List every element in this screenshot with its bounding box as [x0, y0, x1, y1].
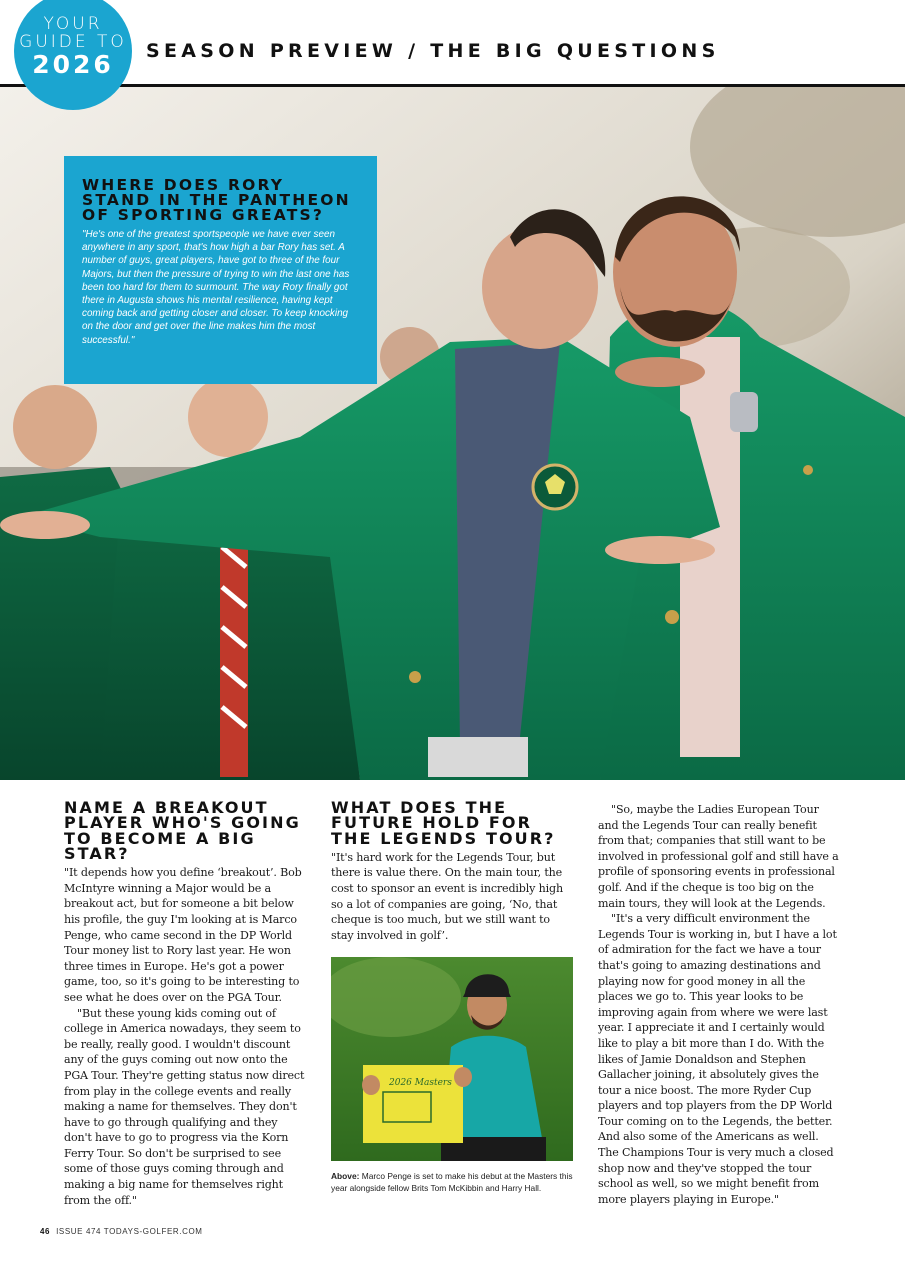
article-column-3: [598, 802, 842, 1207]
col1-paragraph-2: "But these young kids coming out of college in America nowadays, they seem to be really, really good. I wouldn't discount any of the guys coming out now onto the PGA Tour. They're getting status now direct from play in the college events and really making a name for themselves. They don't have to go through qualifying and they don't have to go to progress via the Korn Ferry Tour. So don't be surprised to see some of those guys coming through and making a big name for themselves right from the off.": [64, 1006, 305, 1207]
rory-callout-box: [64, 156, 377, 384]
marco-penge-photo: [331, 957, 573, 1161]
caption-label: Above:: [331, 1171, 360, 1181]
badge-year: 2026: [32, 50, 114, 79]
page-footer: [40, 1227, 203, 1236]
issue-info: ISSUE 474 TODAYS-GOLFER.COM: [56, 1227, 203, 1236]
page-number: 46: [40, 1227, 51, 1236]
section-title: SEASON PREVIEW / THE BIG QUESTIONS: [146, 40, 720, 62]
hero-photo: [0, 87, 905, 780]
badge-line-1: YOUR: [43, 14, 103, 34]
col3-paragraph-2: "It's a very difficult environment the Legends Tour is working in, but I have a lot of admiration for the fact we have a tour that's going to amazing destinations and playing now for good money in all the places we go to. This year looks to be improving again from where we were last year. I appreciate it and I certainly would like to play a bit more than I do. With the likes of Jamie Donaldson and Stephen Gallacher joining, it absolutely gives the tour a nice boost. The more Ryder Cup players and top players from the DP World Tour coming on to the Legends, the better. And also some of the Americans as well. The Champions Tour is very much a closed shop now and they've stopped the tour school as well, so we might benefit from more players playing in Europe.": [598, 912, 837, 1206]
photo-caption: [331, 1170, 575, 1194]
col1-paragraph-1: "It depends how you define ‘breakout’. Bob McIntyre winning a Major would be a breakout act, but for someone a bit below his profile, the guy I'm looking at is Marco Penge, who came second in the DP World Tour money list to Rory last year. He won three times in Europe. He's got a power game, too, so it's going to be interesting to see what he does over on the PGA Tour.: [64, 866, 302, 1004]
legends-tour-heading: WHAT DOES THE FUTURE HOLD FOR THE LEGENDS TOUR?: [331, 798, 556, 848]
article-column-2: [331, 800, 575, 943]
col3-paragraph-1: "So, maybe the Ladies European Tour and the Legends Tour can really benefit from that; companies that still want to be involved in professional golf and still have a profile of sponsoring events in professional golf. And if the cheque is too big on the main tours, they will look at the Legends.: [598, 803, 839, 910]
callout-heading: WHERE DOES RORY STAND IN THE PANTHEON OF SPORTING GREATS?: [82, 176, 351, 224]
penge-flag-illustration: [331, 957, 573, 1161]
flag-text: 2026 Masters: [389, 1078, 452, 1088]
callout-quote: "He's one of the greatest sportspeople we have ever seen anywhere in any sport, that's how high a bar Rory has set. A number of guys, great players, have got to three of the four Majors, but then the pressure of trying to win the last one has been too hard for them to surmount. The way Rory finally got there in Augusta shows his mental resilience, having kept coming back and getting closer and closer. To keep knocking on the door and get over the line makes him the most successful.": [82, 229, 350, 346]
col2-paragraph-1: "It's hard work for the Legends Tour, but there is value there. On the main tour, the cost to sponsor an event is incredibly high so a lot of companies are going, ‘No, that cheque is too much, but we still want to stay involved in golf’.: [331, 850, 563, 942]
article-column-1: [64, 800, 308, 1208]
masters-flag: [363, 1065, 463, 1143]
caption-text: Marco Penge is set to make his debut at the Masters this year alongside fellow Brits Tom McKibbin and Harry Hall.: [331, 1171, 573, 1193]
breakout-player-heading: NAME A BREAKOUT PLAYER WHO'S GOING TO BECOME A BIG STAR?: [64, 798, 301, 863]
badge-line-2: GUIDE TO: [19, 32, 127, 52]
